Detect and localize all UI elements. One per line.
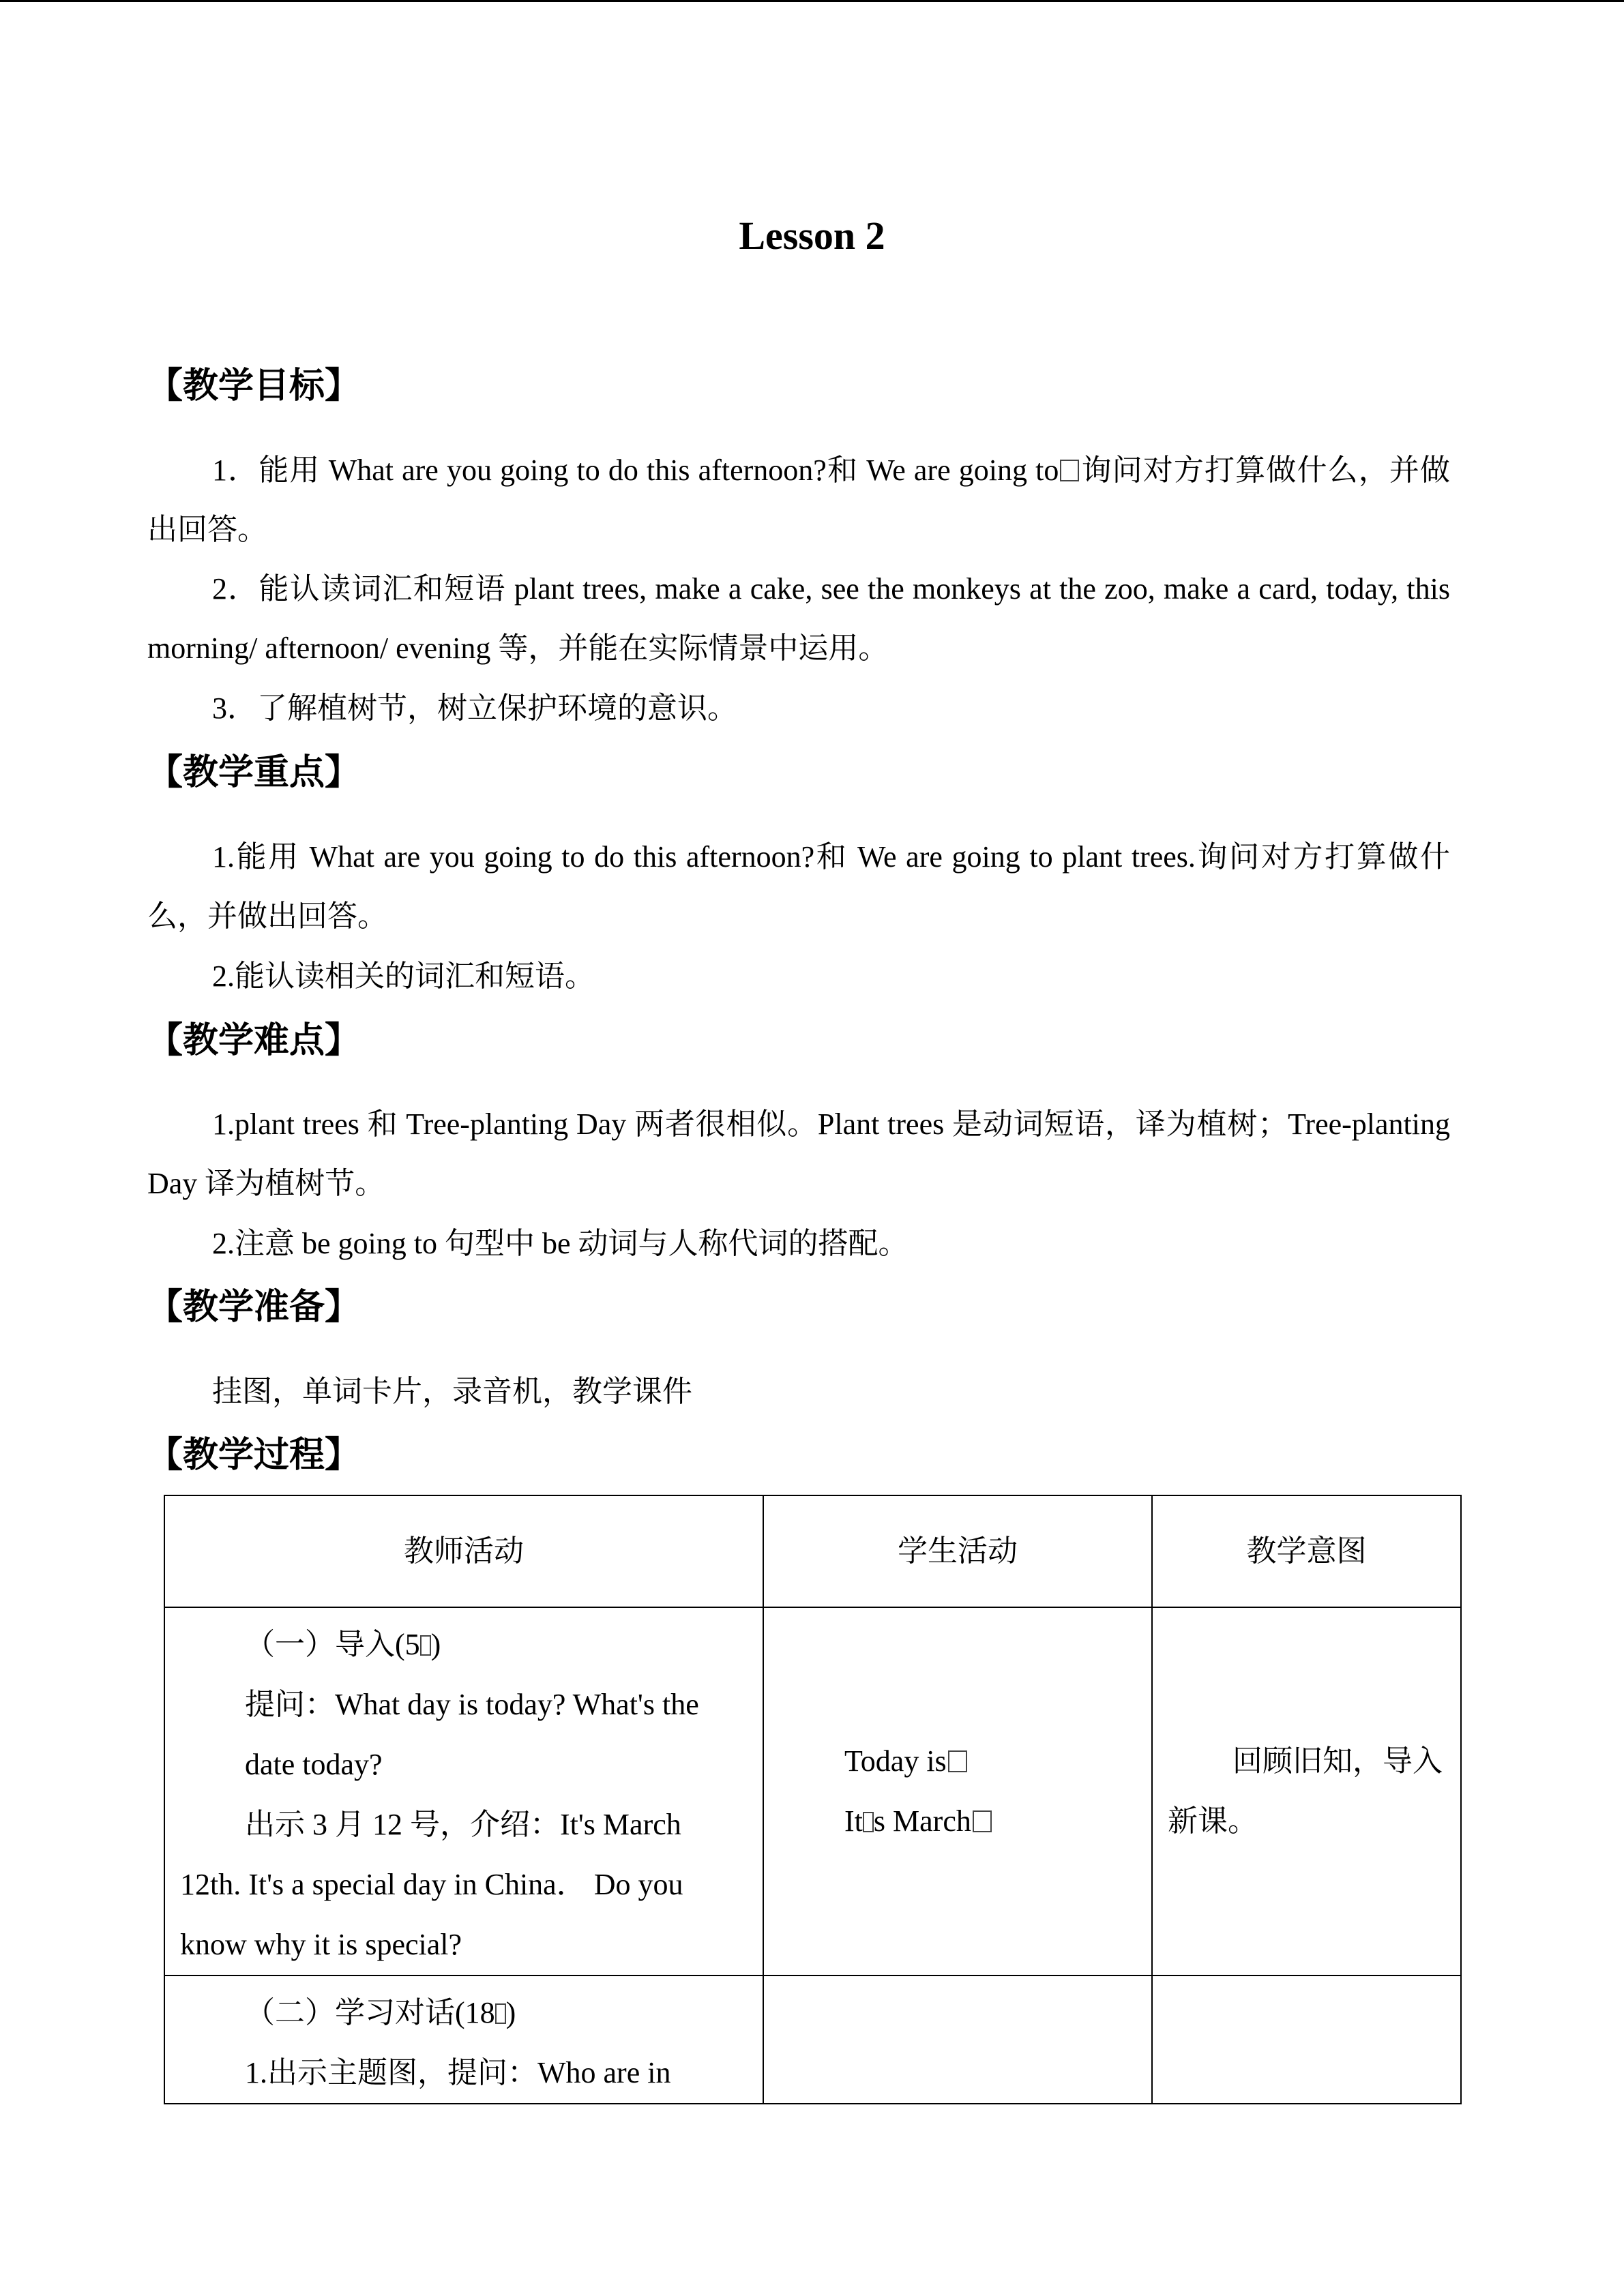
objective-item-1-text-b: 询问对方打算做什么，并做出回答。 bbox=[147, 453, 1451, 546]
row1-student-line-1-text: Today is bbox=[844, 1744, 947, 1778]
process-table bbox=[164, 1495, 1462, 2104]
row2-teacher-cell bbox=[164, 1976, 763, 2104]
row2-intent-cell bbox=[1152, 1976, 1461, 2104]
row1-teacher-show: 出示 3 月 12 号，介绍：It's March 12th. It's a special day in China． Do you know why it is special? bbox=[180, 1808, 683, 1961]
objective-item-3: 3．了解植树节，树立保护环境的意识。 bbox=[212, 691, 737, 725]
preparation-text: 挂图，单词卡片，录音机，教学课件 bbox=[212, 1375, 692, 1408]
row1-student-line-2-text-b: s March bbox=[873, 1804, 971, 1838]
header-teaching-intent: 教学意图 bbox=[1152, 1495, 1461, 1607]
key-point-item-1: 1.能用 What are you going to do this afternoon?和 We are going to plant trees.询问对方打算做什么，并做出回答。 bbox=[147, 840, 1450, 933]
placeholder-box-icon bbox=[1060, 460, 1079, 481]
row2-teacher-title-end: ) bbox=[505, 1996, 516, 2029]
row1-student-line-2 bbox=[844, 1791, 1151, 1851]
header-teacher-activity: 教师活动 bbox=[164, 1495, 763, 1607]
row1-student-line-2-text-a: It bbox=[844, 1804, 863, 1838]
row1-intent-cell bbox=[1152, 1607, 1461, 1976]
heading-objectives: 【教学目标】 bbox=[147, 366, 361, 406]
placeholder-box-icon bbox=[973, 1810, 992, 1832]
objective-item-2: 2．能认读词汇和短语 plant trees, make a cake, see the monkeys at the zoo, make a card, today, this morning/ afternoon/ evening 等，并能在实际情景中运用。 bbox=[147, 572, 1450, 665]
placeholder-box-icon bbox=[948, 1750, 967, 1772]
row1-student-line-1 bbox=[844, 1731, 1151, 1791]
objective-item-1-text-a: 1．能用 What are you going to do this afternoon?和 We are going to bbox=[212, 453, 1059, 487]
table-row bbox=[164, 1976, 1461, 2104]
difficulty-item-1: 1.plant trees 和 Tree-planting Day 两者很相似。Plant trees 是动词短语，译为植树；Tree-planting Day 译为植树节。 bbox=[147, 1107, 1450, 1200]
row1-teacher-title-text: （一）导入(5 bbox=[245, 1628, 420, 1661]
key-point-item-2: 2.能认读相关的词汇和短语。 bbox=[212, 959, 595, 993]
row1-teacher-title-end: ) bbox=[430, 1628, 441, 1661]
row1-teacher-title bbox=[180, 1615, 749, 1675]
heading-process: 【教学过程】 bbox=[147, 1435, 361, 1476]
row1-student-cell bbox=[763, 1607, 1152, 1976]
heading-preparation: 【教学准备】 bbox=[147, 1287, 361, 1328]
row2-teacher-title bbox=[180, 1983, 749, 2043]
table-header-row bbox=[164, 1495, 1461, 1607]
row2-teacher-question: 1.出示主题图，提问：Who are in bbox=[245, 2056, 671, 2089]
placeholder-box-icon bbox=[863, 1812, 874, 1832]
objective-item-1 bbox=[147, 441, 1450, 559]
placeholder-box-icon bbox=[420, 1635, 431, 1656]
row1-intent-text: 回顾旧知，导入新课。 bbox=[1168, 1744, 1443, 1838]
table-row bbox=[164, 1607, 1461, 1976]
row2-teacher-title-text: （二）学习对话(18 bbox=[245, 1996, 495, 2029]
row1-teacher-cell bbox=[164, 1607, 763, 1976]
heading-difficulties: 【教学难点】 bbox=[147, 1020, 361, 1061]
row1-teacher-question: 提问：What day is today? What's the date today? bbox=[245, 1688, 699, 1781]
heading-key-points: 【教学重点】 bbox=[147, 752, 361, 793]
difficulty-item-2: 2.注意 be going to 句型中 be 动词与人称代词的搭配。 bbox=[212, 1227, 909, 1260]
page-title: Lesson 2 bbox=[739, 213, 885, 258]
header-student-activity: 学生活动 bbox=[763, 1495, 1152, 1607]
row2-student-cell bbox=[763, 1976, 1152, 2104]
placeholder-box-icon bbox=[495, 2003, 506, 2024]
